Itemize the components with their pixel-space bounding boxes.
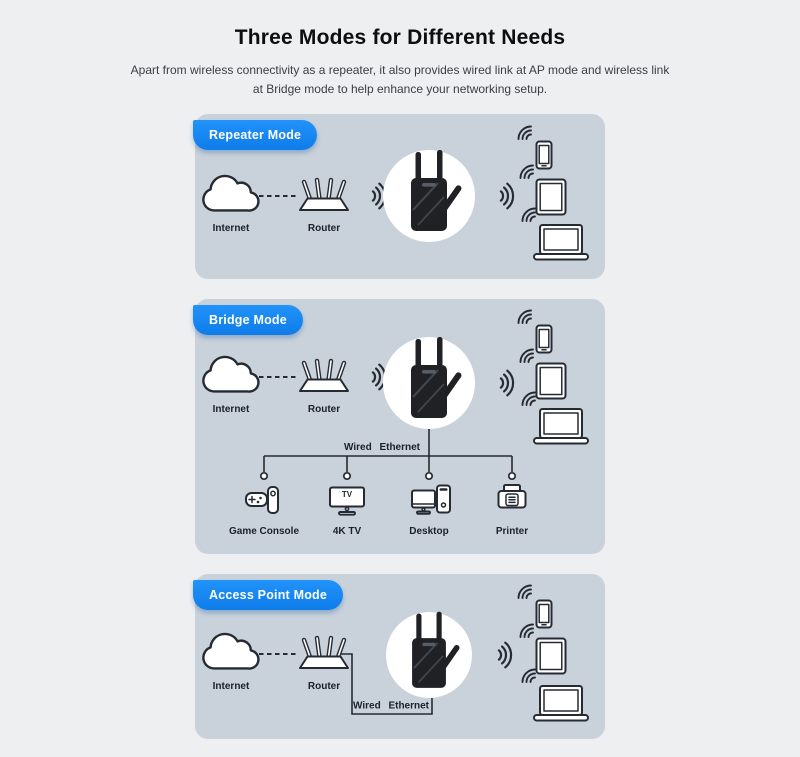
wired-ethernet-label: Wired Ethernet <box>343 442 421 454</box>
wifi-arcs-icon <box>523 209 536 222</box>
internet-cloud-icon <box>203 357 258 392</box>
internet-label: Internet <box>212 223 250 235</box>
wifi-signal-icon <box>501 184 513 209</box>
ethernet-port-dot <box>509 473 515 479</box>
page-subtitle: Apart from wireless connectivity as a repeater, it also provides wired link at AP mode and wireless link at Bridge mode to help enhance your networking setup. <box>130 63 670 96</box>
wifi-arcs-icon <box>521 625 534 638</box>
game-console-label: Game Console <box>228 526 300 538</box>
smartphone-icon <box>537 142 552 169</box>
router-label: Router <box>307 223 341 235</box>
wifi-arcs-icon <box>519 127 532 140</box>
smartphone-icon <box>537 326 552 353</box>
desktop-label: Desktop <box>409 526 449 538</box>
internet-label: Internet <box>212 681 250 693</box>
wifi-arcs-icon <box>523 393 536 406</box>
wifi-signal-icon <box>501 371 513 396</box>
header <box>0 0 800 98</box>
bridge-mode-diagram <box>195 299 605 554</box>
game-console-icon <box>246 487 278 513</box>
wifi-arcs-icon <box>519 311 532 324</box>
internet-cloud-icon <box>203 176 258 211</box>
tablet-icon <box>537 639 566 674</box>
wifi-arcs-icon <box>523 670 536 683</box>
printer-label: Printer <box>495 526 529 538</box>
mode-panels <box>0 114 800 739</box>
wifi-signal-icon <box>499 643 511 668</box>
bridge-mode-badge: Bridge Mode <box>193 305 303 335</box>
wifi-arcs-icon <box>519 586 532 599</box>
router-icon <box>300 638 348 668</box>
printer-icon <box>499 485 526 508</box>
wired-ethernet-label: Wired Ethernet <box>352 700 430 712</box>
page-title: Three Modes for Different Needs <box>234 26 566 49</box>
access-point-mode-badge: Access Point Mode <box>193 580 343 610</box>
wifi-arcs-icon <box>521 350 534 363</box>
router-icon <box>300 361 348 391</box>
ethernet-port-dot <box>426 473 432 479</box>
ethernet-port-dot <box>344 473 350 479</box>
tv-screen-label: TV <box>341 490 353 500</box>
desktop-pc-icon <box>412 486 450 514</box>
tablet-icon <box>537 364 566 399</box>
repeater-mode-panel <box>195 114 605 279</box>
4k-tv-label: 4K TV <box>332 526 362 538</box>
smartphone-icon <box>537 601 552 628</box>
access-point-mode-panel <box>195 574 605 739</box>
tablet-icon <box>537 180 566 215</box>
repeater-mode-badge: Repeater Mode <box>193 120 317 150</box>
laptop-icon <box>534 225 588 260</box>
internet-label: Internet <box>212 404 250 416</box>
laptop-icon <box>534 409 588 444</box>
internet-cloud-icon <box>203 634 258 669</box>
wifi-arcs-icon <box>521 166 534 179</box>
ethernet-port-dot <box>261 473 267 479</box>
laptop-icon <box>534 686 588 721</box>
bridge-mode-panel <box>195 299 605 554</box>
router-label: Router <box>307 681 341 693</box>
router-label: Router <box>307 404 341 416</box>
router-icon <box>300 180 348 210</box>
